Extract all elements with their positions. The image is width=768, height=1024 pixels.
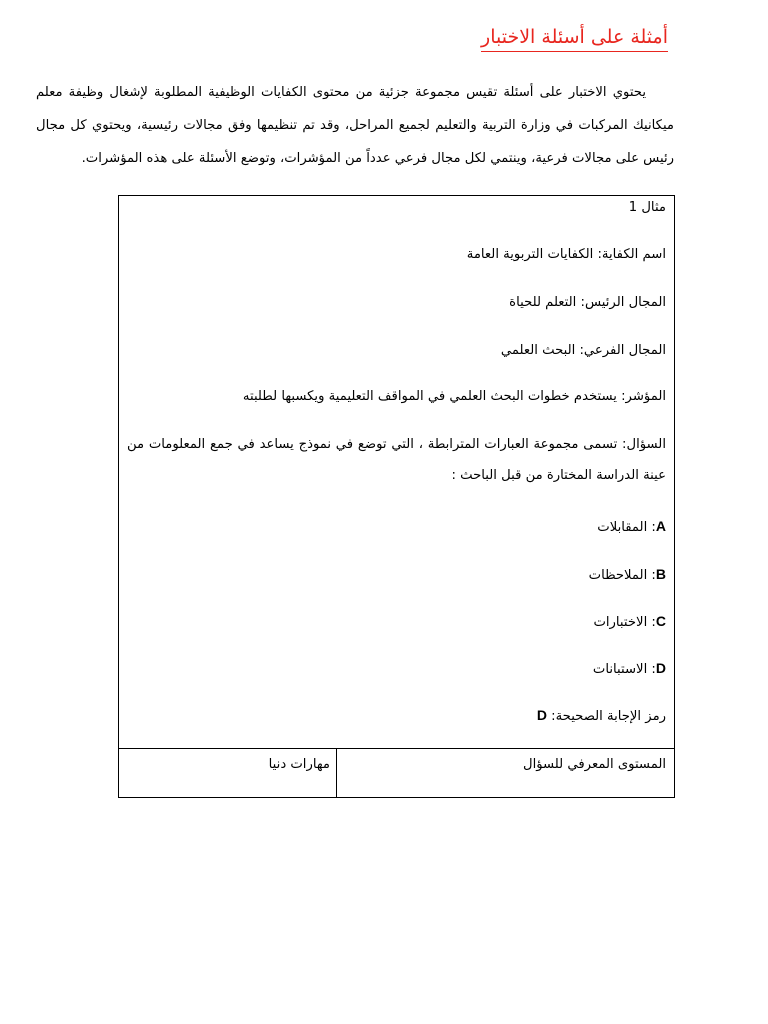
page-title: أمثلة على أسئلة الاختبار xyxy=(481,26,668,52)
option-letter: D xyxy=(655,660,666,676)
option-c xyxy=(593,613,666,630)
option-text: : الملاحظات xyxy=(588,568,656,583)
answer-value: D xyxy=(536,707,547,723)
option-b xyxy=(589,566,666,583)
indicator: المؤشر: يستخدم خطوات البحث العلمي في المواقف التعليمية ويكسبها لطلبته xyxy=(242,389,666,404)
example-box xyxy=(118,195,675,798)
cognitive-level-label-cell xyxy=(336,749,674,797)
sub-domain: المجال الفرعي: البحث العلمي xyxy=(500,343,666,358)
cognitive-level-label: المستوى المعرفي للسؤال xyxy=(522,757,666,772)
intro-paragraph: يحتوي الاختبار على أسئلة تقيس مجموعة جزئية من محتوى الكفايات الوظيفية المطلوبة لإشغال وظيفة معلم ميكانيك المركبات في وزارة التربية والتعليم لجميع المراحل، وقد تم تنظيمها وفق مجالات رئيسية، ويحتوي كل مجال رئيس على مجالات فرعية، وينتمي لكل مجال فرعي عدداً من المؤشرات، وتوضع الأسئلة على هذه المؤشرات. xyxy=(36,85,674,166)
answer-label: رمز الإجابة الصحيحة: xyxy=(551,709,666,724)
example-content xyxy=(119,196,674,751)
main-domain: المجال الرئيس: التعلم للحياة xyxy=(509,295,666,310)
cognitive-level-row xyxy=(119,748,674,797)
correct-answer xyxy=(537,707,666,724)
option-text: : الاستبانات xyxy=(592,662,656,677)
option-letter: B xyxy=(655,566,666,582)
cognitive-level-value: مهارات دنيا xyxy=(268,757,330,772)
option-a xyxy=(597,518,666,535)
cognitive-level-value-cell xyxy=(119,749,338,797)
option-d xyxy=(593,660,666,677)
competency-name: اسم الكفاية: الكفايات التربوية العامة xyxy=(466,247,666,262)
option-text: : المقابلات xyxy=(597,520,656,535)
option-letter: C xyxy=(655,613,666,629)
option-text: : الاختبارات xyxy=(593,615,656,630)
question-text: السؤال: تسمى مجموعة العبارات المترابطة ، التي توضع في نموذج يساعد في جمع المعلومات من عينة الدراسة المختارة من قبل الباحث : xyxy=(127,437,666,483)
option-letter: A xyxy=(655,518,666,534)
example-heading: مثال 1 xyxy=(628,200,666,215)
